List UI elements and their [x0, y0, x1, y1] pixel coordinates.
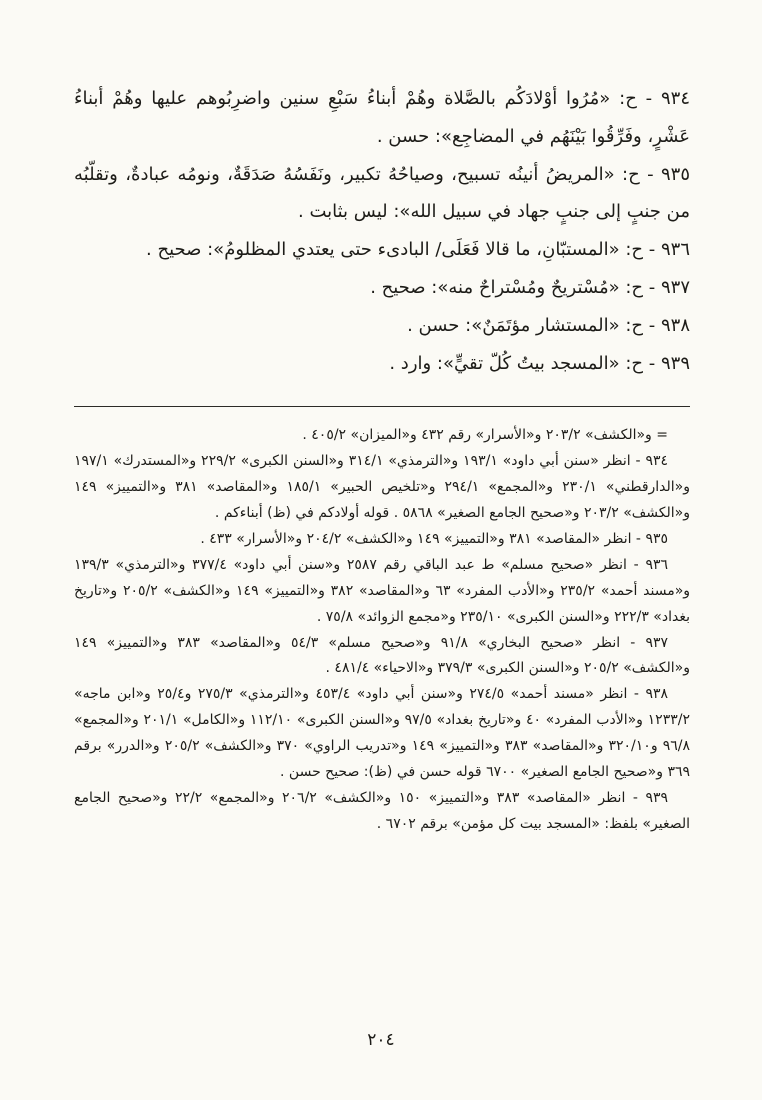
page-number: ٢٠٤	[367, 1030, 395, 1050]
footnote-934: ٩٣٤ - انظر «سنن أبي داود» ١٩٣/١ و«الترمذي» ٣١٤/١ و«السنن الكبرى» ٢٢٩/٢ و«المستدرك» ١٩٧/١ و«الدارقطني» ٢٣٠/١ و«المجمع» ٢٩٤/١ و«تلخيص الحبير» ١٨٥/١ و«المقاصد» ٣٨١ و«التمييز» ١٤٩ و«الكشف» ٢٠٣/٢ و«صحيح الجامع الصغير» ٥٨٦٨ . قوله أولادكم في (ظ) أبناءكم .	[74, 453, 691, 522]
footnote-938: ٩٣٨ - انظر «مسند أحمد» ٢٧٤/٥ و«سنن أبي داود» ٤٥٣/٤ و«الترمذي» ٢٧٥/٣ و٢٥/٤ و«ابن ماجه» ١٢٣٣/٢ و«الأدب المفرد» ٤٠ و«تاريخ بغداد» ٩٧/٥ و«السنن الكبرى» ١١٢/١٠ و«الكامل» ٢٠١/١ و«المجمع» ٩٦/٨ و٣٢٠/١٠ و«المقاصد» ٣٨٣ و«التمييز» ١٤٩ و«تدريب الراوي» ٣٧٠ و«الكشف» ٢٠٥/٢ و«الدرر» برقم ٣٦٩ و«صحيح الجامع الصغير» ٦٧٠٠ قوله حسن في (ظ): صحيح حسن .	[74, 686, 690, 780]
hadith-entry-934: ٩٣٤ - ح: «مُرُوا أوْلادَكُم بالصَّلاة وهُمْ أبناءُ سَبْعِ سنين واضرِبُوهم عليها وهُمْ أبناءُ عَشْرٍ، وفَرِّقُوا بَيْنَهُم في المضاجِع»: حسن .	[74, 88, 690, 147]
footnote-continuation: = و«الكشف» ٢٠٣/٢ و«الأسرار» رقم ٤٣٢ و«الميزان» ٤٠٥/٢ .	[302, 427, 668, 444]
footnote-937: ٩٣٧ - انظر «صحيح البخاري» ٩١/٨ و«صحيح مسلم» ٥٤/٣ و«المقاصد» ٣٨٣ و«التمييز» ١٤٩ و«الكشف» ٢٠٥/٢ و«السنن الكبرى» ٣٧٩/٣ و«الاحياء» ٤٨١/٤ .	[74, 634, 690, 677]
footnotes-section	[74, 423, 690, 837]
hadith-entry-936: ٩٣٦ - ح: «المستبّانِ، ما قالا فَعَلَى/ البادىء حتى يعتدي المظلومُ»: صحيح .	[146, 239, 690, 261]
hadith-entry-938: ٩٣٨ - ح: «المستشار مؤتَمَنٌ»: حسن .	[407, 314, 690, 336]
hadith-entry-935: ٩٣٥ - ح: «المريضُ أنينُه تسبيح، وصياحُهُ تكبير، ونَفَسُهُ صَدَقَةٌ، ونومُه عبادةٌ، وتقلّبُه من جنبٍ إلى جنبٍ جهاد في سبيل الله»: ليس بثابت .	[74, 163, 690, 223]
hadith-entry-937: ٩٣٧ - ح: «مُسْتريحٌ ومُسْتراحٌ منه»: صحيح .	[370, 276, 690, 298]
footnote-separator	[74, 406, 690, 407]
footnote-939: ٩٣٩ - انظر «المقاصد» ٣٨٣ و«التمييز» ١٥٠ و«الكشف» ٢٠٦/٢ و«المجمع» ٢٢/٢ و«صحيح الجامع الصغير» بلفظ: «المسجد بيت كل مؤمن» برقم ٦٧٠٢ .	[74, 789, 690, 832]
footnote-935: ٩٣٥ - انظر «المقاصد» ٣٨١ و«التمييز» ١٤٩ و«الكشف» ٢٠٤/٢ و«الأسرار» ٤٣٣ .	[200, 530, 668, 547]
hadith-entries-section	[74, 80, 690, 382]
hadith-entry-939: ٩٣٩ - ح: «المسجد بيتُ كُلّ تقيٍّ»: وارد .	[389, 352, 690, 374]
footnote-936: ٩٣٦ - انظر «صحيح مسلم» ط عبد الباقي رقم ٢٥٨٧ و«سنن أبي داود» ٣٧٧/٤ و«الترمذي» ١٣٩/٣ و«مسند أحمد» ٢٣٥/٢ و«الأدب المفرد» ٦٣ و«المقاصد» ٣٨٢ و«التمييز» ١٤٩ و«الكشف» ٢٠٥/٢ و«تاريخ بغداد» ٢٢٢/٣ و«السنن الكبرى» ٢٣٥/١٠ و«مجمع الزوائد» ٧٥/٨ .	[74, 556, 691, 625]
